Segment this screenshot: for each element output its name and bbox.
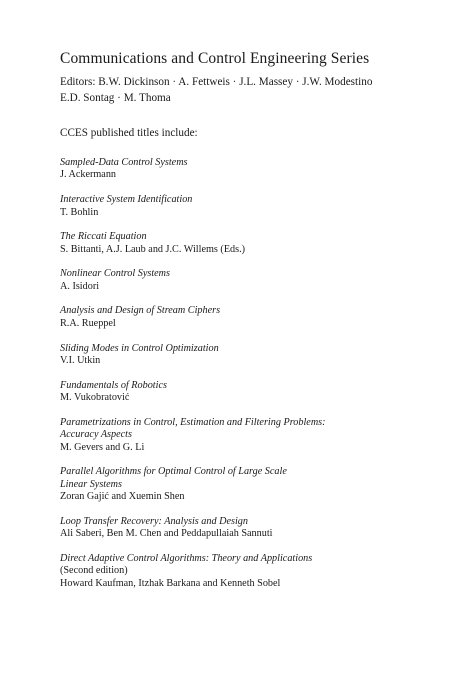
title-entry bbox=[60, 268, 440, 293]
book-authors: T. Bohlin bbox=[60, 206, 99, 218]
book-authors: Howard Kaufman, Itzhak Barkana and Kenneth Sobel bbox=[60, 577, 281, 589]
series-title: Communications and Control Engineering Series bbox=[60, 50, 370, 67]
title-entry bbox=[60, 343, 440, 368]
book-authors: A. Isidori bbox=[60, 280, 100, 292]
editors-line-2: E.D. Sontag · M. Thoma bbox=[60, 91, 171, 104]
title-entry bbox=[60, 553, 440, 590]
book-title: Fundamentals of Robotics bbox=[60, 379, 167, 391]
book-title-continued: Accuracy Aspects bbox=[60, 429, 132, 441]
title-entry bbox=[60, 194, 440, 219]
editors-block bbox=[60, 75, 372, 106]
book-authors: M. Vukobratović bbox=[60, 392, 130, 404]
book-title: Sampled-Data Control Systems bbox=[60, 157, 188, 168]
title-entry bbox=[60, 157, 440, 182]
title-entry bbox=[60, 231, 440, 256]
book-title: Direct Adaptive Control Algorithms: Theory and Applications bbox=[60, 552, 313, 564]
book-authors: M. Gevers and G. Li bbox=[60, 441, 145, 453]
book-authors: S. Bittanti, A.J. Laub and J.C. Willems (Eds.) bbox=[60, 243, 246, 255]
titles-list bbox=[60, 157, 440, 602]
book-title: The Riccati Equation bbox=[60, 231, 147, 243]
book-title: Nonlinear Control Systems bbox=[60, 268, 170, 280]
book-title: Interactive System Identification bbox=[60, 194, 193, 206]
published-titles-intro: CCES published titles include: bbox=[60, 127, 198, 139]
book-title: Parallel Algorithms for Optimal Control of Large Scale bbox=[60, 466, 287, 478]
book-authors: V.I. Utkin bbox=[60, 354, 101, 366]
book-authors: R.A. Rueppel bbox=[60, 317, 116, 329]
title-entry bbox=[60, 466, 440, 503]
book-title: Parametrizations in Control, Estimation and Filtering Problems: bbox=[60, 416, 326, 428]
book-title-continued: Linear Systems bbox=[60, 478, 122, 490]
title-entry bbox=[60, 417, 440, 454]
editors-line-1: Editors: B.W. Dickinson · A. Fettweis · J.L. Massey · J.W. Modestino bbox=[60, 76, 373, 88]
book-title: Analysis and Design of Stream Ciphers bbox=[60, 305, 221, 317]
book-authors: J. Ackermann bbox=[60, 169, 117, 181]
book-title: Sliding Modes in Control Optimization bbox=[60, 342, 219, 354]
book-title: Loop Transfer Recovery: Analysis and Design bbox=[60, 515, 248, 527]
edition-note: (Second edition) bbox=[60, 565, 128, 577]
title-entry bbox=[60, 516, 440, 541]
title-entry bbox=[60, 380, 440, 405]
book-authors: Ali Saberi, Ben M. Chen and Peddapullaiah Sannuti bbox=[60, 528, 273, 540]
book-authors: Zoran Gajić and Xuemin Shen bbox=[60, 491, 185, 503]
title-entry bbox=[60, 305, 440, 330]
